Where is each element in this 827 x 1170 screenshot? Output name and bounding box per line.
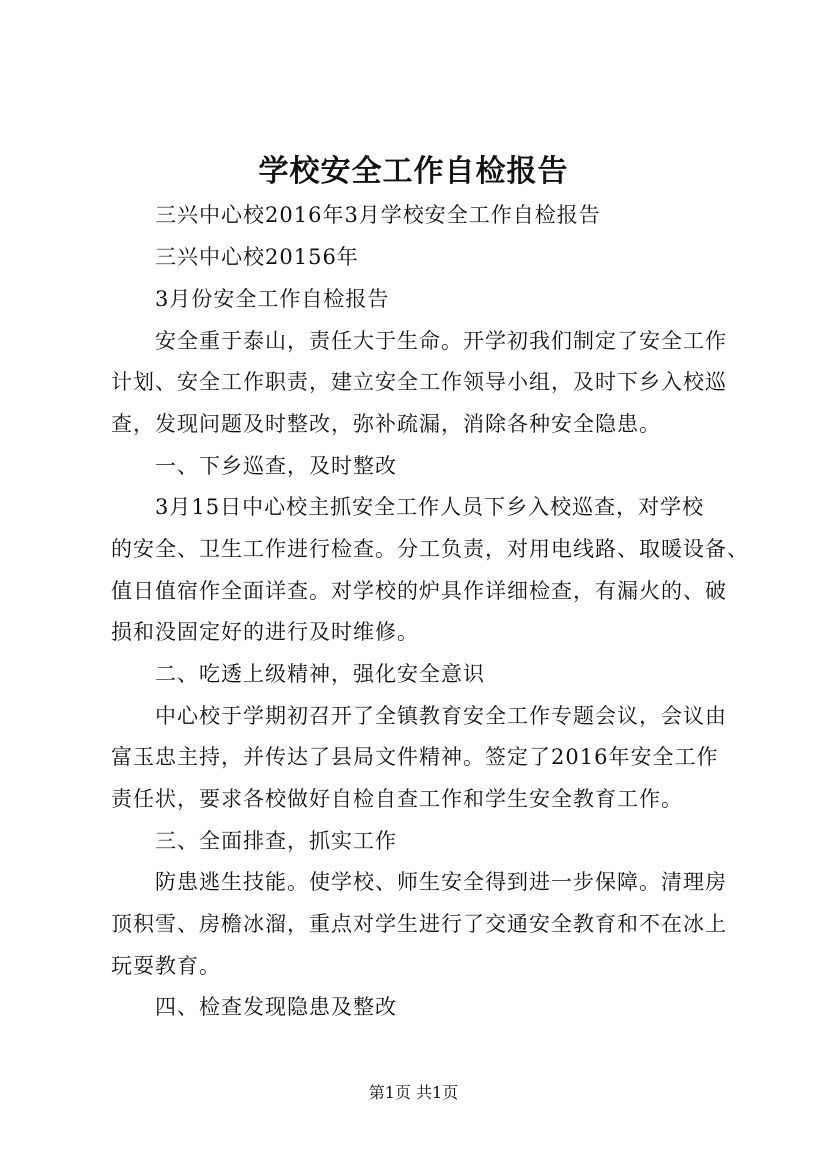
text-line: 三兴中心校2016年3月学校安全工作自检报告: [155, 203, 601, 227]
document-title: 学校安全工作自检报告: [258, 154, 569, 189]
text-line: 损和没固定好的进行及时维修。: [111, 620, 419, 644]
text-line: 富玉忠主持，并传达了县局文件精神。签定了2016年安全工作: [111, 745, 719, 769]
text-line: 责任状，要求各校做好自检自查工作和学生安全教育工作。: [111, 787, 683, 811]
section-heading: 二、吃透上级精神，强化安全意识: [155, 662, 485, 686]
text-line: 玩耍教育。: [111, 954, 221, 978]
text-line: 值日值宿作全面详查。对学校的炉具作详细检查，有漏火的、破: [111, 579, 727, 603]
section-heading: 四、检查发现隐患及整改: [155, 995, 397, 1019]
text-line: 3月份安全工作自检报告: [155, 287, 390, 311]
section-heading: 三、全面排查，抓实工作: [155, 829, 397, 853]
text-line: 3月15日中心校主抓安全工作人员下乡入校巡查，对学校: [155, 495, 705, 519]
text-line: 防患逃生技能。使学校、师生安全得到进一步保障。清理房: [155, 870, 727, 894]
text-line: 计划、安全工作职责，建立安全工作领导小组，及时下乡入校巡: [111, 370, 727, 394]
text-line: 的安全、卫生工作进行检查。分工负责，对用电线路、取暖设备、: [111, 537, 749, 561]
text-line: 安全重于泰山，责任大于生命。开学初我们制定了安全工作: [155, 329, 727, 353]
text-line: 查，发现问题及时整改，弥补疏漏，消除各种安全隐患。: [111, 412, 661, 436]
text-line: 三兴中心校20156年: [155, 245, 359, 269]
section-heading: 一、下乡巡查，及时整改: [155, 454, 397, 478]
text-line: 顶积雪、房檐冰溜，重点对学生进行了交通安全教育和不在冰上: [111, 912, 727, 936]
text-line: 中心校于学期初召开了全镇教育安全工作专题会议，会议由: [155, 704, 727, 728]
page-footer: 第1页 共1页: [368, 1083, 459, 1102]
